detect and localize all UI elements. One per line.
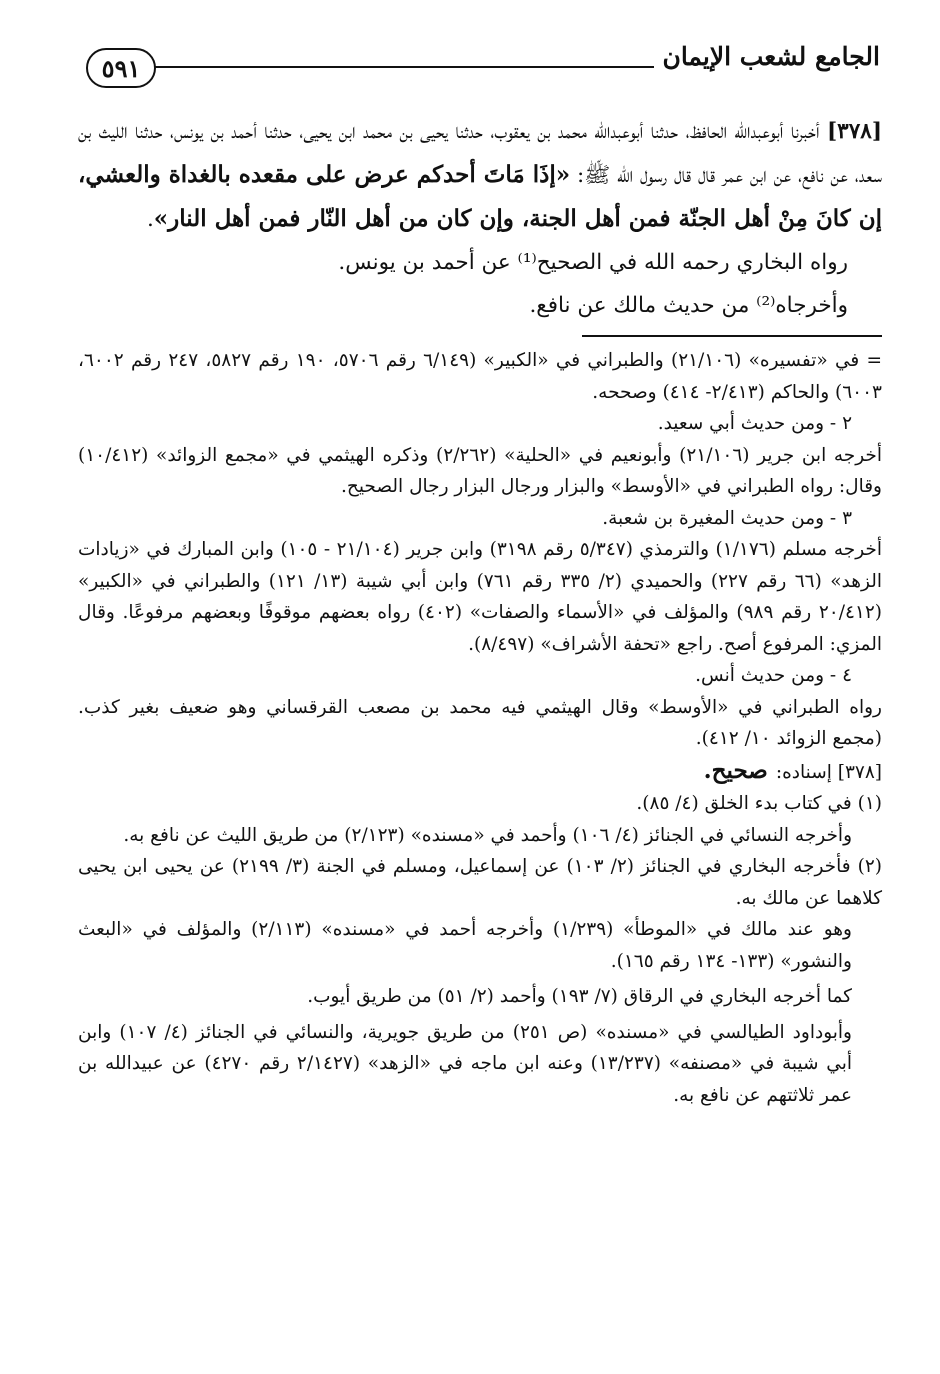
header-rule (150, 66, 654, 68)
continuation-marker: = (866, 350, 883, 371)
footnote-2-cont: كما أخرجه البخاري في الرقاق (٧/ ١٩٣) وأحمد (٢/ ٥١) من طريق أيوب. (307, 986, 852, 1007)
note-text: رواه الطبراني في «الأوسط» وقال الهيثمي فيه محمد بن مصعب القرقساني وهو ضعيف بغير كذب. (مجمع الزوائد ١٠/ ٤١٢). (78, 696, 882, 749)
note-heading: ٤ - ومن حديث أنس. (695, 665, 852, 686)
both-line: وأخرجاه⁽²⁾ من حديث مالك عن نافع. (529, 293, 848, 318)
page-number: ٥٩١ (86, 48, 156, 88)
hadith-matn-end: . (146, 207, 154, 232)
hadith-number: [٣٧٨] (826, 119, 882, 144)
isnad-label: [٣٧٨] إسناده: (775, 761, 882, 783)
book-page (78, 30, 882, 1354)
running-title: الجامع لشعب الإيمان (662, 42, 880, 71)
footnote-2-cont: وأبوداود الطيالسي في «مسنده» (ص ٢٥١) من طريق جويرية، والنسائي في الجنائز (٤/ ١٠٧) وابن أبي شيبة في «مصنفه» (١٣/٢٣٧) وعنه ابن ماجه في «الزهد» (٢/١٤٢٧ رقم ٤٢٧٠) عن عبيدالله بن عمر ثلاثتهم عن نافع به. (78, 1021, 852, 1106)
isnad-grade-line (78, 755, 882, 789)
footnotes (78, 345, 882, 1111)
main-text (78, 110, 882, 327)
isnad-grade: صحيح. (703, 756, 776, 784)
footnote-1-cont: وأخرجه النسائي في الجنائز (٤/ ١٠٦) وأحمد في «مسنده» (٢/١٢٣) من طريق الليث عن نافع به. (123, 824, 852, 846)
footnote-divider (582, 335, 882, 337)
note-text: أخرجه ابن جرير (٢١/١٠٦) وأبونعيم في «الحلية» (٢/٢٦٢) وذكره الهيثمي في «مجمع الزوائد» (١٠/٤١٢) وقال: رواه الطبراني في «الأوسط» والبزار ورجال البزار رجال الصحيح. (78, 444, 883, 497)
note-text: أخرجه مسلم (١/١٧٦) والترمذي (٥/٣٤٧ رقم ٣١٩٨) وابن جرير (٢١/١٠٤ - ١٠٥) وابن المبارك في «زيادات الزهد» (٦٦ رقم ٢٢٧) والحميدي (٢/ ٣٣٥ رقم ٧٦١) وابن أبي شيبة (١٣/ ١٢١) والطبراني في «الكبير» (٢٠/٤١٢ رقم ٩٨٩) والمؤلف في «الأسماء والصفات» (٤٠٢) رواه بعضهم موقوفًا وبعضهم مرفوعًا. وقال المزي: المرفوع أصح. راجع «تحفة الأشراف» (٨/٤٩٧). (78, 539, 882, 655)
note-continuation: = في «تفسيره» (٢١/١٠٦) والطبراني في «الكبير» (٦/١٤٩ رقم ٥٧٠٦، ١٩٠ رقم ٥٨٢٧، ٢٤٧ رقم ٦٠٠٢، ٦٠٠٣) والحاكم (٢/٤١٣- ٤١٤) وصححه. (78, 350, 883, 403)
footnote-1: (١) في كتاب بدء الخلق (٤/ ٨٥). (636, 793, 882, 814)
footnote-2-cont: وهو عند مالك في «الموطأ» (١/٢٣٩) وأخرجه أحمد في «مسنده» (٢/١١٣) والمؤلف في «البعث والنشور» (١٣٣- ١٣٤ رقم ١٦٥). (78, 919, 852, 972)
footnote-2: (٢) فأخرجه البخاري في الجنائز (٢/ ١٠٣) عن إسماعيل، ومسلم في الجنة (٣/ ٢١٩٩) عن يحيى ابن يحيى كلاهما عن مالك به. (78, 856, 882, 909)
hadith-paragraph (78, 110, 882, 241)
note-heading: ٢ - ومن حديث أبي سعيد. (657, 413, 852, 434)
hadith-isnad: أخبرنا أبوعبدالله الحافظ، حدثنا أبوعبدالله محمد بن يعقوب، حدثنا يحيى بن محمد ابن يحيى، حدثنا أحمد بن يونس، حدثنا الليث بن سعد، عن نافع، عن ابن عمر قال قال رسول الله ﷺ: (78, 119, 882, 188)
running-header (78, 30, 882, 92)
bukhari-line: رواه البخاري رحمه الله في الصحيح⁽¹⁾ عن أحمد بن يونس. (338, 250, 848, 275)
note-heading: ٣ - ومن حديث المغيرة بن شعبة. (602, 507, 852, 529)
hadith-matn: «إذَا مَاتَ أحدكم عرض على مقعده بالغداة والعشي، إن كانَ مِنْ أهل الجنّة فمن أهل الجنة، وإن كان من أهل النّار فمن أهل النار» (78, 161, 882, 232)
